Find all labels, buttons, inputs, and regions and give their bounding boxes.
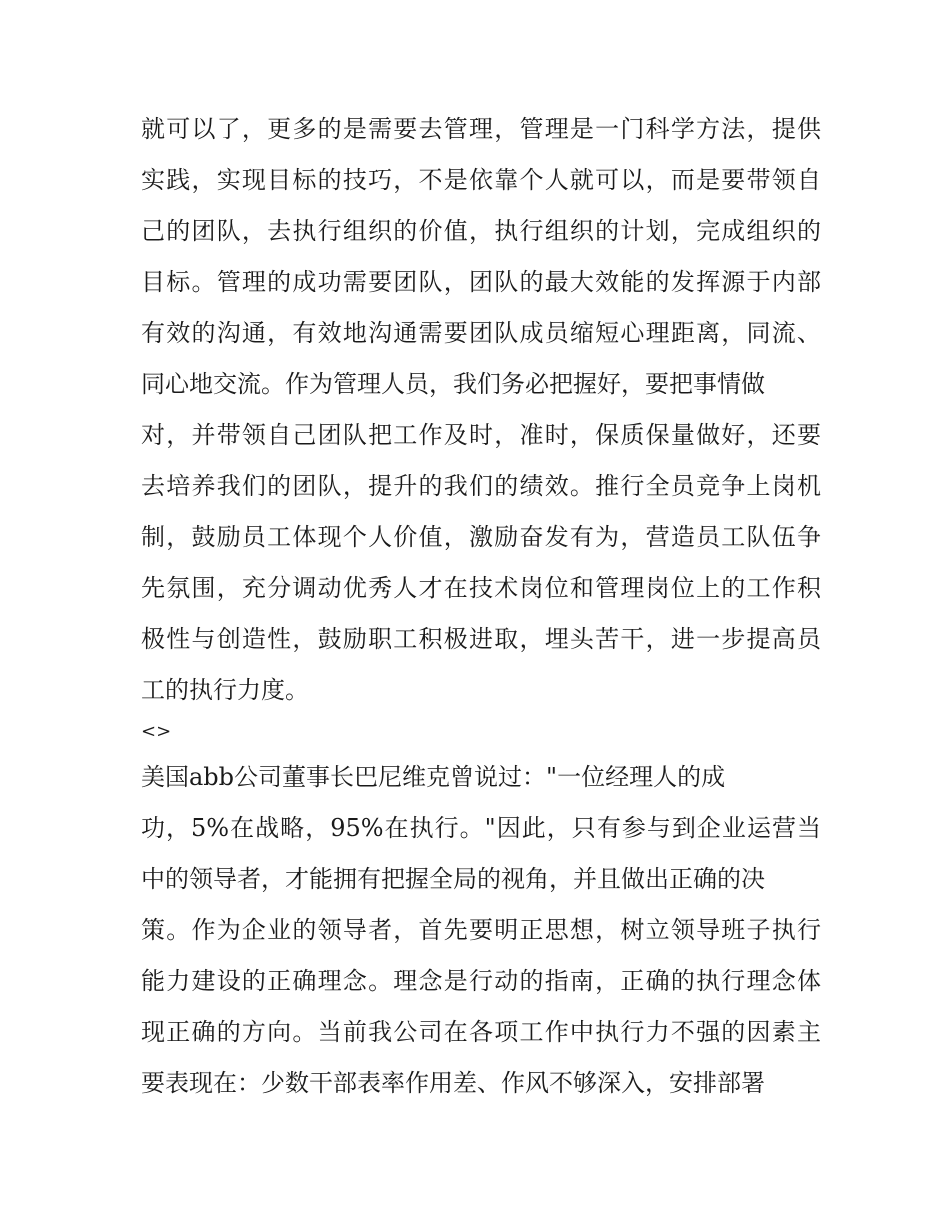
paragraph-line: 己的团队，去执行组织的价值，执行组织的计划，完成组织的	[141, 217, 821, 245]
paragraph-1	[141, 104, 821, 716]
paragraph-line: 中的领导者，才能拥有把握全局的视角，并且做出正确的决	[141, 865, 765, 893]
paragraph-line: 就可以了，更多的是需要去管理，管理是一门科学方法，提供	[141, 115, 821, 143]
paragraph-line: 去培养我们的团队，提升的我们的绩效。推行全员竞争上岗机	[141, 472, 821, 500]
paragraph-line: 极性与创造性，鼓励职工积极进取，埋头苦干，进一步提高员	[141, 625, 821, 653]
paragraph-line: 策。作为企业的领导者，首先要明正思想，树立领导班子执行	[141, 916, 821, 944]
section-marker-text: <>	[141, 721, 172, 742]
section-marker	[141, 714, 821, 750]
paragraph-line: 美国abb公司董事长巴尼维克曾说过："一位经理人的成	[141, 763, 726, 791]
paragraph-line: 先氛围，充分调动优秀人才在技术岗位和管理岗位上的工作积	[141, 574, 821, 602]
paragraph-line: 制，鼓励员工体现个人价值，激励奋发有为，营造员工队伍争	[141, 523, 821, 551]
paragraph-line: 工的执行力度。	[141, 676, 309, 704]
paragraph-line: 对，并带领自己团队把工作及时，准时，保质保量做好，还要	[141, 421, 821, 449]
paragraph-line: 要表现在：少数干部表率作用差、作风不够深入，安排部署	[141, 1069, 765, 1097]
paragraph-line: 有效的沟通，有效地沟通需要团队成员缩短心理距离，同流、	[141, 319, 821, 347]
paragraph-line: 能力建设的正确理念。理念是行动的指南，正确的执行理念体	[141, 967, 821, 995]
paragraph-line: 目标。管理的成功需要团队，团队的最大效能的发挥源于内部	[141, 268, 821, 296]
paragraph-line: 实践，实现目标的技巧，不是依靠个人就可以，而是要带领自	[141, 166, 821, 194]
paragraph-line: 功，5%在战略，95%在执行。"因此，只有参与到企业运营当	[141, 814, 821, 842]
paragraph-line: 同心地交流。作为管理人员，我们务必把握好，要把事情做	[141, 370, 765, 398]
paragraph-2	[141, 752, 821, 1109]
paragraph-line: 现正确的方向。当前我公司在各项工作中执行力不强的因素主	[141, 1018, 821, 1046]
